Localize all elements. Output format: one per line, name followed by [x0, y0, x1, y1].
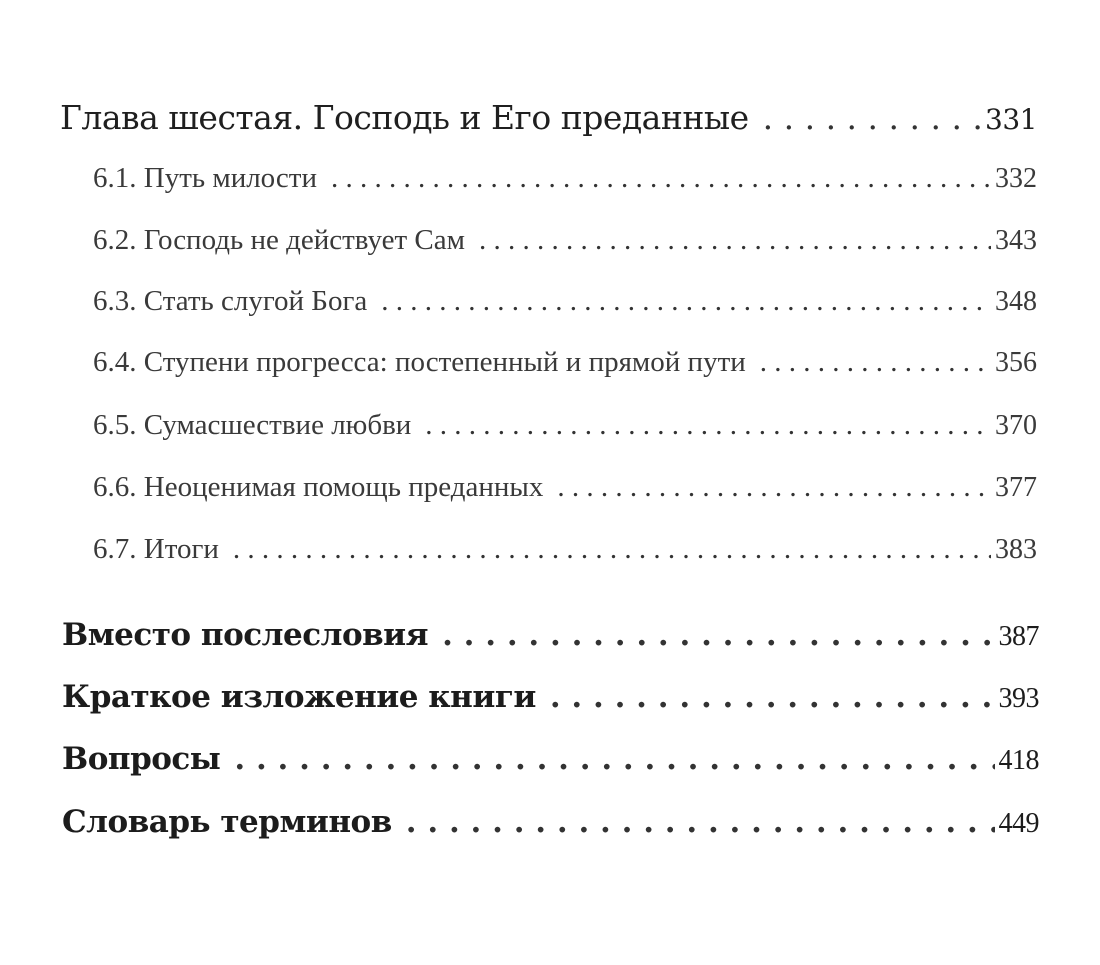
section-afterword[interactable] [62, 617, 1039, 653]
toc-item-title: 6.4. Ступени прогресса: постепенный и прямой пути [93, 346, 746, 378]
page-number: 387 [998, 621, 1039, 652]
chapter-heading[interactable] [60, 98, 1037, 137]
toc-item-6-3[interactable] [93, 285, 1037, 318]
section-title: Краткое изложение книги [62, 679, 536, 715]
section-glossary[interactable] [62, 804, 1039, 840]
page-number: 343 [995, 225, 1037, 256]
dot-leader [425, 409, 991, 442]
toc-item-title: 6.3. Стать слугой Бога [93, 285, 368, 317]
toc-item-title: 6.7. Итоги [93, 533, 219, 565]
toc-item-6-5[interactable] [93, 409, 1037, 442]
page-number: 393 [998, 683, 1039, 714]
dot-leader [234, 741, 994, 777]
dot-leader [381, 285, 991, 318]
dot-leader [763, 98, 981, 137]
page-number: 370 [995, 410, 1037, 441]
dot-leader [550, 679, 995, 715]
toc-item-title: 6.1. Путь милости [93, 162, 317, 194]
page-number: 418 [998, 745, 1039, 776]
section-questions[interactable] [62, 741, 1039, 777]
dot-leader [331, 162, 991, 195]
page-number: 449 [998, 808, 1039, 839]
toc-item-title: 6.6. Неоценимая помощь преданных [93, 471, 544, 503]
section-title: Вместо послесловия [62, 617, 429, 653]
toc-item-6-6[interactable] [93, 471, 1037, 504]
dot-leader [442, 617, 994, 653]
page-number: 332 [995, 163, 1037, 194]
page-number: 348 [995, 286, 1037, 317]
toc-item-6-7[interactable] [93, 533, 1037, 566]
toc-item-title: 6.2. Господь не действует Сам [93, 224, 465, 256]
dot-leader [479, 224, 991, 257]
section-title: Словарь терминов [62, 804, 392, 840]
page-number: 383 [995, 534, 1037, 565]
page-number: 331 [985, 103, 1037, 136]
toc-item-6-4[interactable] [93, 346, 1037, 379]
section-summary[interactable] [62, 679, 1039, 715]
dot-leader [406, 804, 995, 840]
dot-leader [557, 471, 991, 504]
page-number: 377 [995, 472, 1037, 503]
toc-item-title: 6.5. Сумасшествие любви [93, 409, 412, 441]
toc-item-6-1[interactable] [93, 162, 1037, 195]
page-number: 356 [995, 347, 1037, 378]
toc-item-6-2[interactable] [93, 224, 1037, 257]
dot-leader [760, 346, 991, 379]
dot-leader [233, 533, 991, 566]
chapter-title: Глава шестая. Господь и Его преданные [60, 98, 749, 137]
section-title: Вопросы [62, 741, 221, 777]
